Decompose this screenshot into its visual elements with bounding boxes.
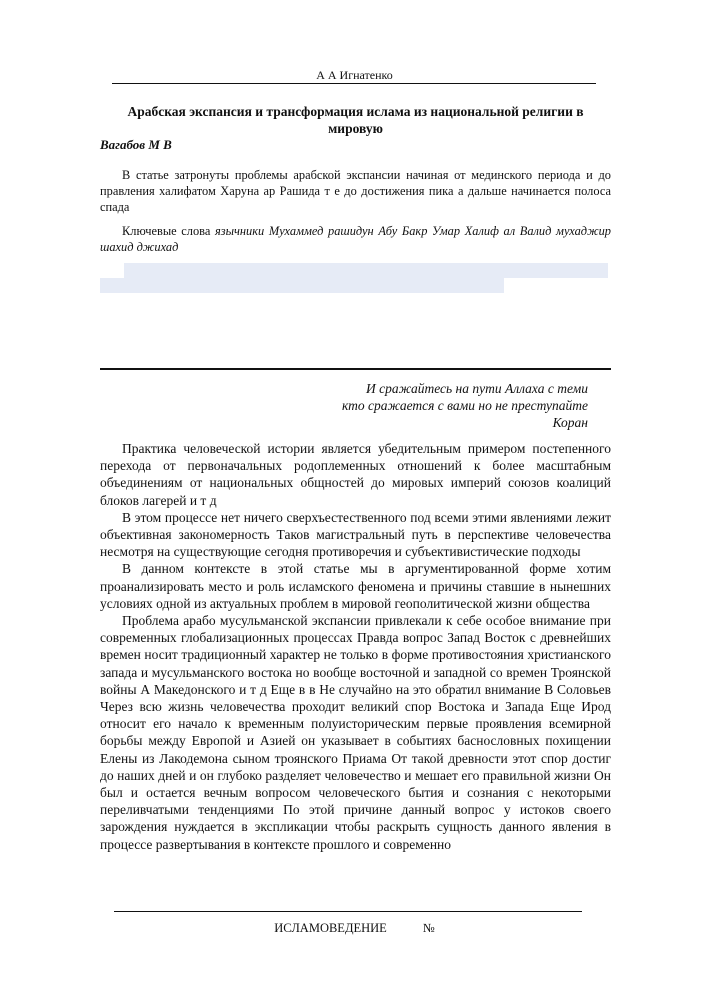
keywords-label: Ключевые слова	[122, 224, 211, 238]
keywords-text: язычники Мухаммед рашидун Абу Бакр Умар Халиф ал Валид мухаджир шахид джихад	[100, 224, 611, 254]
paragraph: В этом процессе нет ничего сверхъестественного под всеми этими явлениями лежит объективная закономерность Таков магистральный путь в перспективе человечества несмотря на существующие сегодня противоречия и субъективистические подходы	[100, 509, 611, 560]
paragraph: Практика человеческой истории является убедительным примером постепенного перехода от первоначальных родоплеменных отношений к более масштабным объединениям от национальных общностей до мировых империй союзов коалиций блоков лагерей и т д	[100, 441, 611, 508]
paragraph: В данном контексте в этой статье мы в аргументированной форме хотим проанализировать место и роль исламского феномена и причины ставшие в нынешних условиях одной из актуальных проблем в мировой геополитической жизни общества	[100, 561, 611, 611]
epigraph	[300, 380, 588, 431]
highlight-band	[124, 263, 608, 278]
journal-name: ИСЛАМОВЕДЕНИЕ	[274, 921, 387, 935]
footer-rule	[114, 911, 582, 912]
highlight-band	[100, 278, 504, 293]
keywords	[100, 223, 611, 255]
section-rule	[100, 368, 611, 370]
epigraph-line: И сражайтесь на пути Аллаха с теми	[365, 381, 588, 396]
body-text	[100, 440, 611, 853]
paragraph: Проблема арабо мусульманской экспансии привлекали к себе особое внимание при современных глобализационных процессах Правда вопрос Запад Восток с древнейших времен носит традиционный характер не только в форме противостояния христианского запада и мусульманского востока но вообще восточной и западной со времен Троянской войны А Македонского и т д Еще в в Не случайно на это обратил внимание В Соловьев Через всю жизнь человечества проходит великий спор Востока и Запада Еще Ирод относит его начало к временным полуисторическим первые проявления всемирной борьбы между Европой и Азией он указывает в событиях баснословных похищении Елены из Лакодемона сыном троянского Приама От такой древности этот спор достиг до наших дней и он глубоко разделяет человечество и мешает его правильной жизни Он был и остается вечным вопросом человеческого бытия и сознания с некоторыми переливчатыми тенденциями По этой причине данный вопрос у истоков своего зарождения нуждается в экспликации чтобы раскрыть сущность данного явления в процессе развертывания в контексте прошлого и современно	[100, 613, 611, 852]
article-title: Арабская экспансия и трансформация ислама из национальной религии в мировую	[127, 104, 584, 136]
epigraph-source: Коран	[552, 415, 588, 430]
header-rule	[112, 83, 596, 84]
page-footer	[0, 921, 709, 936]
abstract: В статье затронуты проблемы арабской экспансии начиная от мединского периода и до правления халифатом Харуна ар Рашида т е до достижения пика а дальше начинается полоса спада	[100, 168, 611, 214]
issue-number: №	[422, 921, 435, 935]
article-author: Вагабов М В	[100, 137, 172, 152]
running-head: А А Игнатенко	[316, 68, 393, 82]
epigraph-line: кто сражается с вами но не преступайте	[341, 398, 588, 413]
